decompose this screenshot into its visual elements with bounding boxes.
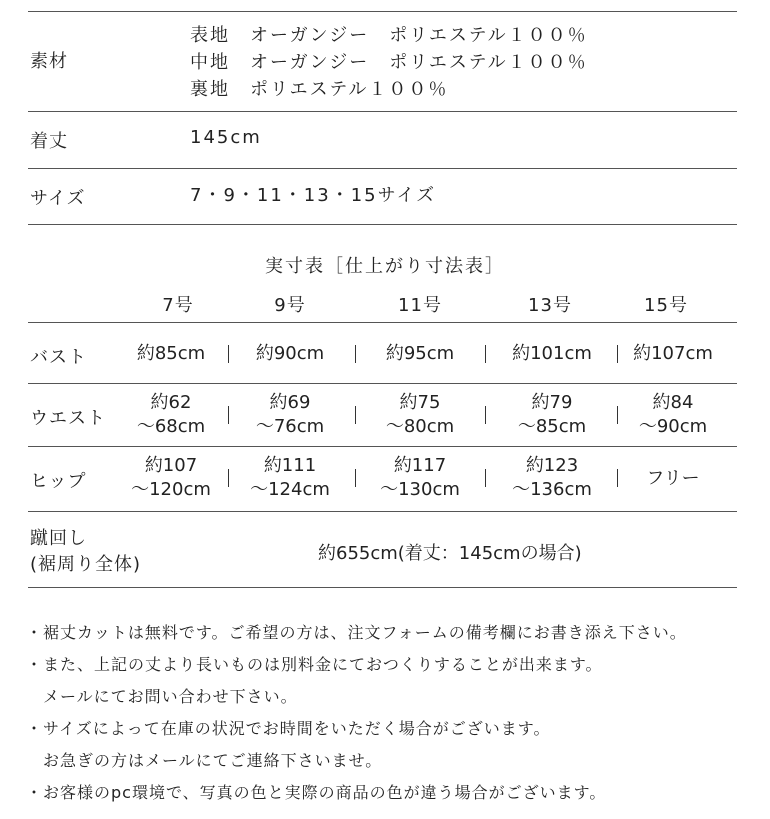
- bust-7: 約85cm: [136, 343, 206, 364]
- waist-separator-1: [228, 406, 229, 424]
- size-value: 7・9・11・13・15サイズ: [190, 185, 437, 206]
- row-label-hip: ヒップ: [30, 471, 87, 492]
- note-line-4: ・サイズによって在庫の状況でお時間をいただく場合がございます。: [26, 719, 551, 738]
- waist-7-line1: 約62: [150, 392, 192, 413]
- hip-separator-2: [355, 469, 356, 487]
- size-label: サイズ: [30, 188, 86, 209]
- waist-11: [355, 391, 485, 439]
- hip-7-line1: 約107: [144, 455, 198, 476]
- material-label: 素材: [30, 51, 68, 72]
- hip-7-line2: ～120cm: [131, 479, 211, 500]
- column-header-11: 11号: [398, 295, 442, 316]
- waist-9-line1: 約69: [269, 392, 311, 413]
- divider-after-length: [28, 168, 737, 169]
- material-line-lining: 裏地 ポリエステル１００％: [190, 79, 449, 100]
- column-header-13: 13号: [528, 295, 572, 316]
- waist-13-line1: 約79: [531, 392, 573, 413]
- waist-9: [225, 391, 355, 439]
- hip-11-line2: ～130cm: [380, 479, 460, 500]
- waist-15-line1: 約84: [652, 392, 694, 413]
- size-table-title: 実寸表［仕上がり寸法表］: [265, 256, 505, 277]
- hip-11-line1: 約117: [393, 455, 447, 476]
- hip-13-line2: ～136cm: [512, 479, 592, 500]
- divider-after-bust: [28, 383, 737, 384]
- waist-7: [106, 391, 236, 439]
- waist-7-line2: ～68cm: [136, 416, 206, 437]
- waist-11-line1: 約75: [399, 392, 441, 413]
- waist-separator-2: [355, 406, 356, 424]
- hip-9: [225, 454, 355, 502]
- hip-separator-4: [617, 469, 618, 487]
- bust-separator-2: [355, 345, 356, 363]
- hip-7: [106, 454, 236, 502]
- bust-9: 約90cm: [255, 343, 325, 364]
- waist-15: [608, 391, 738, 439]
- row-label-hem-line2: (裾周り全体): [30, 554, 142, 575]
- hip-11: [355, 454, 485, 502]
- column-header-7: 7号: [162, 295, 194, 316]
- bust-13: 約101cm: [512, 343, 592, 364]
- material-line-middle: 中地 オーガンジー ポリエステル１００％: [190, 52, 588, 73]
- note-line-1: ・裾丈カットは無料です。ご希望の方は、注文フォームの備考欄にお書き添え下さい。: [26, 623, 687, 642]
- note-line-3: メールにてお問い合わせ下さい。: [26, 687, 298, 706]
- length-value: 145cm: [190, 127, 262, 148]
- hip-13: [487, 454, 617, 502]
- divider-after-waist: [28, 446, 737, 447]
- hip-9-line1: 約111: [263, 455, 317, 476]
- hip-13-line1: 約123: [525, 455, 579, 476]
- hip-separator-1: [228, 469, 229, 487]
- note-line-5: お急ぎの方はメールにてご連絡下さいませ。: [26, 751, 383, 770]
- waist-11-line2: ～80cm: [385, 416, 455, 437]
- hip-9-line2: ～124cm: [250, 479, 330, 500]
- waist-13: [487, 391, 617, 439]
- bust-separator-4: [617, 345, 618, 363]
- hip-15: フリー: [646, 468, 700, 489]
- note-line-6: ・お客様のpc環境で、写真の色と実際の商品の色が違う場合がございます。: [26, 783, 607, 802]
- bust-separator-1: [228, 345, 229, 363]
- waist-9-line2: ～76cm: [255, 416, 325, 437]
- bust-11: 約95cm: [385, 343, 455, 364]
- waist-13-line2: ～85cm: [517, 416, 587, 437]
- row-label-bust: バスト: [30, 347, 87, 368]
- column-header-9: 9号: [274, 295, 306, 316]
- row-label-waist: ウエスト: [30, 408, 106, 429]
- divider-after-material: [28, 111, 737, 112]
- hem-value: 約655cm(着丈：145cmの場合): [318, 543, 582, 564]
- divider-after-hip: [28, 511, 737, 512]
- divider-top: [28, 11, 737, 12]
- divider-after-size: [28, 224, 737, 225]
- waist-15-line2: ～90cm: [638, 416, 708, 437]
- bust-15: 約107cm: [633, 343, 713, 364]
- length-label: 着丈: [30, 131, 68, 152]
- hip-separator-3: [485, 469, 486, 487]
- waist-separator-3: [485, 406, 486, 424]
- waist-separator-4: [617, 406, 618, 424]
- material-line-outer: 表地 オーガンジー ポリエステル１００％: [190, 25, 588, 46]
- divider-table-header: [28, 322, 737, 323]
- row-label-hem-line1: 蹴回し: [30, 528, 87, 549]
- column-header-15: 15号: [644, 295, 688, 316]
- divider-after-hem: [28, 587, 737, 588]
- bust-separator-3: [485, 345, 486, 363]
- note-line-2: ・また、上記の丈より長いものは別料金にておつくりすることが出来ます。: [26, 655, 603, 674]
